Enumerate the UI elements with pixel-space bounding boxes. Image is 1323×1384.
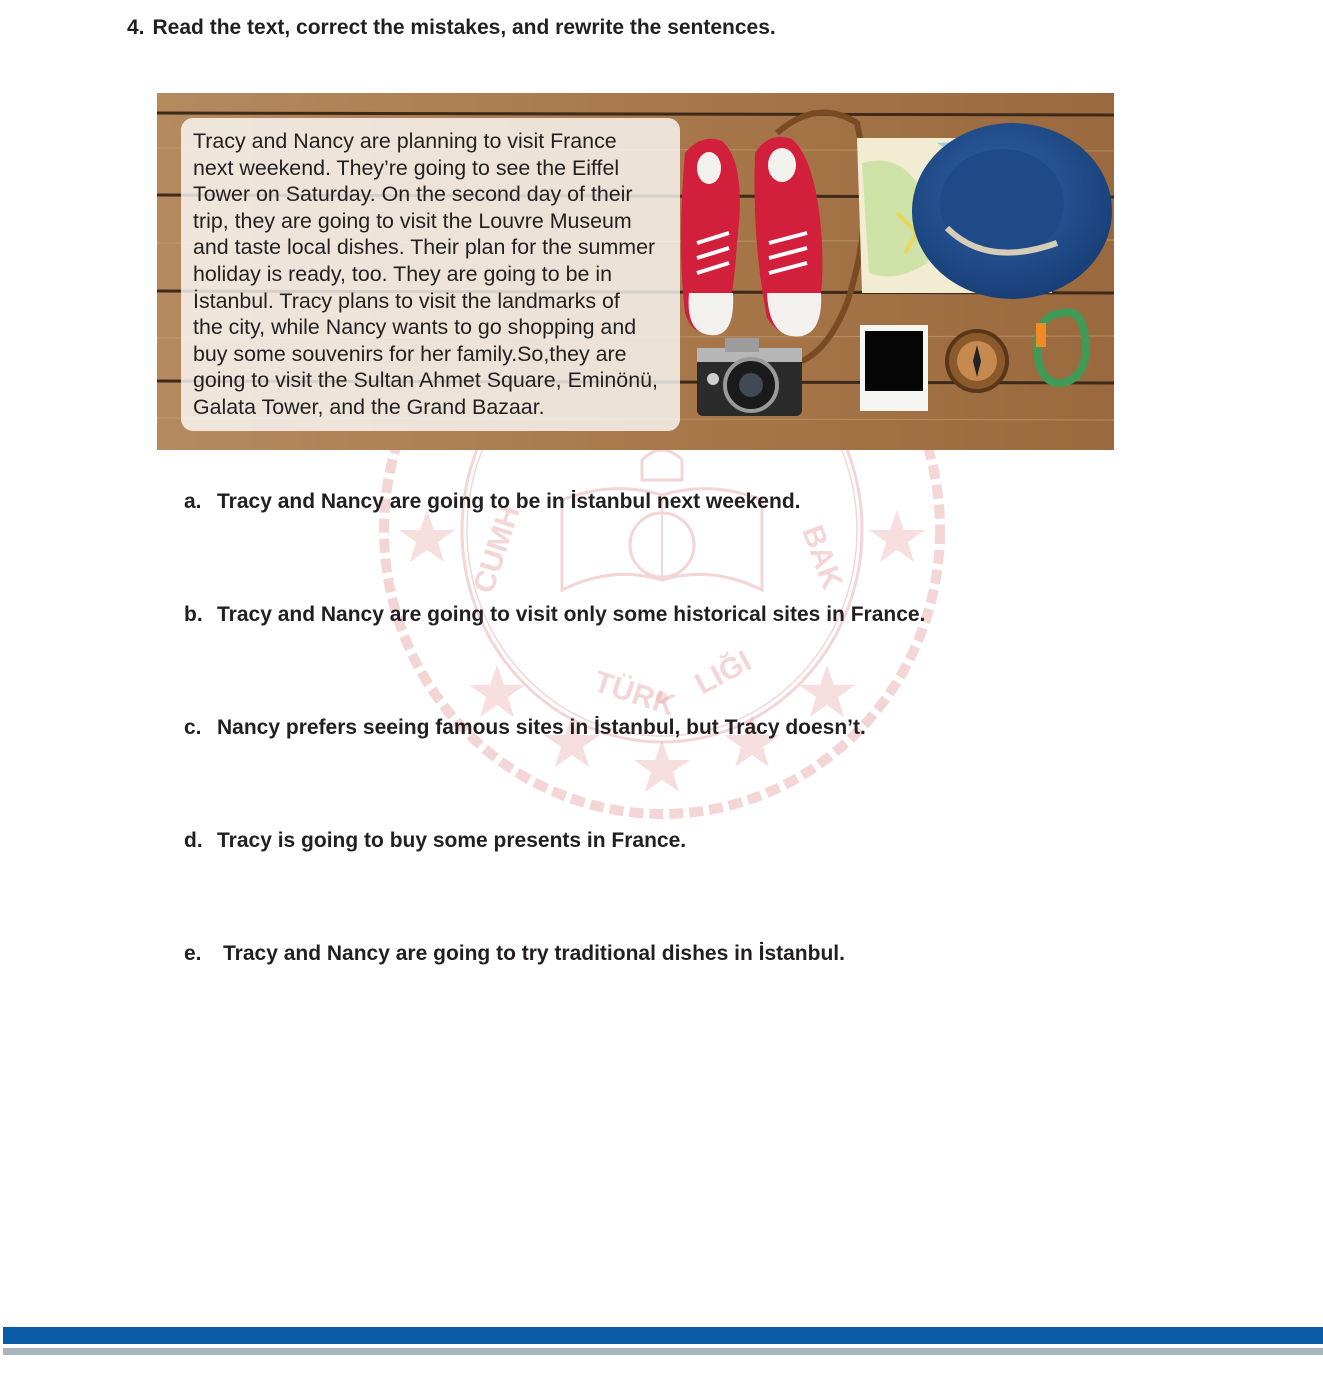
question-number: 4. [127, 16, 145, 39]
statement-text: Nancy prefers seeing famous sites in İstanbul, but Tracy doesn’t. [217, 716, 866, 739]
statement-letter: d. [184, 829, 203, 852]
statement-letter: c. [184, 716, 202, 739]
statement-text: Tracy is going to buy some presents in France. [217, 829, 687, 852]
statement-text: Tracy and Nancy are going to visit only some historical sites in France. [217, 603, 926, 626]
svg-text:CUMH: CUMH [467, 501, 527, 598]
svg-text:TÜRK: TÜRK [589, 665, 680, 723]
statement-text: Tracy and Nancy are going to be in İstanbul next weekend. [217, 490, 801, 513]
statement-e [184, 942, 845, 966]
question-heading [127, 16, 776, 40]
statement-d [184, 829, 686, 853]
footer-band [3, 1327, 1323, 1344]
statement-c [184, 716, 866, 740]
travel-photo-banner [157, 93, 1114, 450]
svg-text:BAK: BAK [795, 521, 849, 594]
reading-passage: Tracy and Nancy are planning to visit France next weekend. They’re going to see the Eiffel Tower on Saturday. On the second day of their trip, they are going to visit the Louvre Museum and taste local dishes. Their plan for the summer holiday is ready, too. They are going to be in İstanbul. Tracy plans to visit the landmarks of the city, while Nancy wants to go shopping and buy some souvenirs for her family.So,they are going to visit the Sultan Ahmet Square, Eminönü, Galata Tower, and the Grand Bazaar. [193, 129, 658, 419]
statement-letter: a. [184, 490, 202, 513]
svg-text:LIĞI: LIĞI [689, 644, 757, 702]
statement-letter: e. [184, 942, 202, 965]
statement-letter: b. [184, 603, 203, 626]
footer-line [3, 1348, 1323, 1355]
statement-a [184, 490, 800, 514]
question-instruction: Read the text, correct the mistakes, and rewrite the sentences. [152, 16, 776, 39]
reading-text-box [181, 118, 680, 431]
statement-b [184, 603, 925, 627]
statement-text: Tracy and Nancy are going to try traditional dishes in İstanbul. [223, 942, 845, 965]
